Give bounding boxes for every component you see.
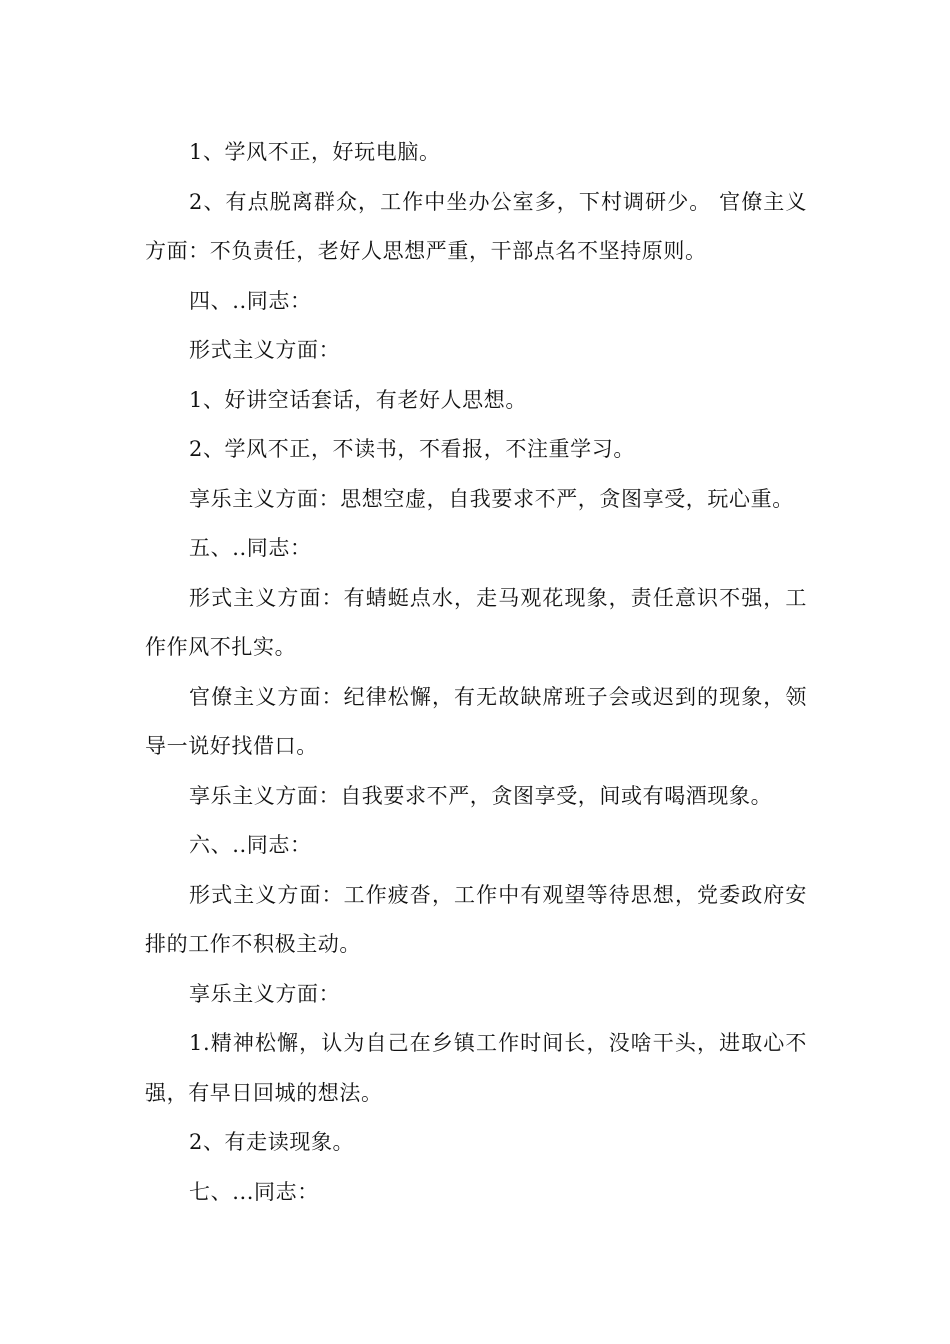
paragraph-hedonism-heading: 享乐主义方面： xyxy=(189,981,341,1006)
paragraph-6: 形式主义方面：有蜻蜓点水，走马观花现象，责任意识不强，工作作风不扎实。 xyxy=(145,585,807,659)
document-body xyxy=(145,128,807,1217)
section-heading-4: 四、..同志： xyxy=(189,288,312,313)
paragraph-10: 1.精神松懈，认为自己在乡镇工作时间长，没啥干头，进取心不强，有早日回城的想法。 xyxy=(145,1031,807,1105)
paragraph-9: 形式主义方面：工作疲沓，工作中有观望等待思想，党委政府安排的工作不积极主动。 xyxy=(145,882,807,956)
paragraph-2: 2、有点脱离群众，工作中坐办公室多，下村调研少。 官僚主义方面：不负责任，老好人思想严重，干部点名不坚持原则。 xyxy=(145,189,807,263)
section-heading-6: 六、..同志： xyxy=(189,833,312,857)
paragraph-7: 官僚主义方面：纪律松懈，有无故缺席班子会或迟到的现象，领导一说好找借口。 xyxy=(145,684,807,758)
paragraph-1: 1、学风不正，好玩电脑。 xyxy=(189,140,441,164)
paragraph-11: 2、有走读现象。 xyxy=(189,1130,355,1154)
paragraph-5: 享乐主义方面：思想空虚，自我要求不严，贪图享受，玩心重。 xyxy=(189,486,794,511)
paragraph-3: 1、好讲空话套话，有老好人思想。 xyxy=(189,387,527,412)
paragraph-8: 享乐主义方面：自我要求不严，贪图享受，间或有喝酒现象。 xyxy=(189,783,773,808)
section-heading-5: 五、..同志： xyxy=(189,536,312,560)
section-heading-7: 七、...同志： xyxy=(189,1179,319,1204)
paragraph-formalism-heading: 形式主义方面： xyxy=(189,338,341,362)
paragraph-4: 2、学风不正，不读书，不看报，不注重学习。 xyxy=(189,437,635,461)
